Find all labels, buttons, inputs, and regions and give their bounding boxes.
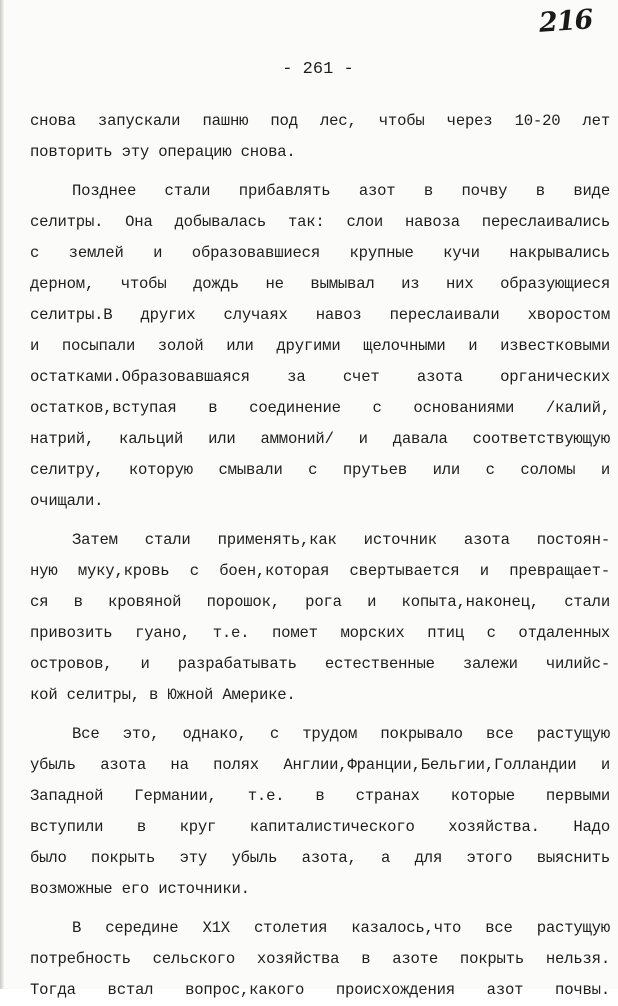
- text-line: с землей и образовавшиеся крупные кучи накрывались: [30, 244, 610, 262]
- text-line: селитры.В других случаях навоз переслаивали хворостом: [30, 306, 610, 324]
- text-line: натрий, кальций или аммоний/ и давала соответствующую: [30, 430, 610, 448]
- text-line: Все это, однако, с трудом покрывало все растущую: [72, 725, 610, 743]
- text-line: селитру, которую смывали с прутьев или с соломы и: [30, 461, 610, 479]
- page-edge-shadow: [0, 0, 4, 989]
- text-line: привозить гуано, т.е. помет морских птиц с отдаленных: [30, 624, 610, 642]
- paragraph-5: [30, 913, 610, 1006]
- text-line: было покрыть эту убыль азота, а для этого выяснить: [30, 849, 610, 867]
- paragraph-3: [30, 525, 610, 711]
- page-number: - 261 -: [282, 60, 354, 79]
- handwritten-folio-number: 216: [537, 4, 594, 39]
- text-line: селитры. Она добывалась так: слои навоза переслаивались: [30, 213, 610, 231]
- text-line: снова запускали пашню под лес, чтобы через 10-20 лет: [30, 112, 610, 130]
- text-line: Тогда встал вопрос,какого происхождения азот почвы.: [30, 981, 610, 999]
- text-line: ную муку,кровь с боен,которая свертывается и превращает-: [30, 562, 610, 580]
- paragraph-2: [30, 176, 610, 517]
- text-line: кой селитры, в Южной Америке.: [30, 686, 296, 704]
- text-line: возможные его источники.: [30, 880, 250, 898]
- text-line: очищали.: [30, 492, 104, 510]
- paragraph-1: [30, 106, 610, 168]
- text-line: остатков,вступая в соединение с основаниями /калий,: [30, 399, 610, 417]
- text-line: дерном, чтобы дождь не вымывал из них образующиеся: [30, 275, 610, 293]
- text-line: потребность сельского хозяйства в азоте покрыть нельзя.: [30, 950, 610, 968]
- paragraph-4: [30, 719, 610, 905]
- text-line: остатками.Образовавшаяся за счет азота органических: [30, 368, 610, 386]
- text-line: повторить эту операцию снова.: [30, 143, 296, 161]
- text-line: ся в кровяной порошок, рога и копыта,наконец, стали: [30, 593, 610, 611]
- text-line: Западной Германии, т.е. в странах которые первыми: [30, 787, 610, 805]
- text-line: вступили в круг капиталистического хозяйства. Надо: [30, 818, 610, 836]
- text-line: Позднее стали прибавлять азот в почву в виде: [72, 182, 610, 200]
- text-line: Затем стали применять,как источник азота постоян-: [72, 531, 610, 549]
- body-text: [30, 106, 610, 1006]
- text-line: и посыпали золой или другими щелочными и известковыми: [30, 337, 610, 355]
- text-line: убыль азота на полях Англии,Франции,Бельгии,Голландии и: [30, 756, 610, 774]
- text-line: В середине Х1Х столетия казалось,что все растущую: [72, 919, 610, 937]
- text-line: островов, и разрабатывать естественные залежи чилийс-: [30, 655, 610, 673]
